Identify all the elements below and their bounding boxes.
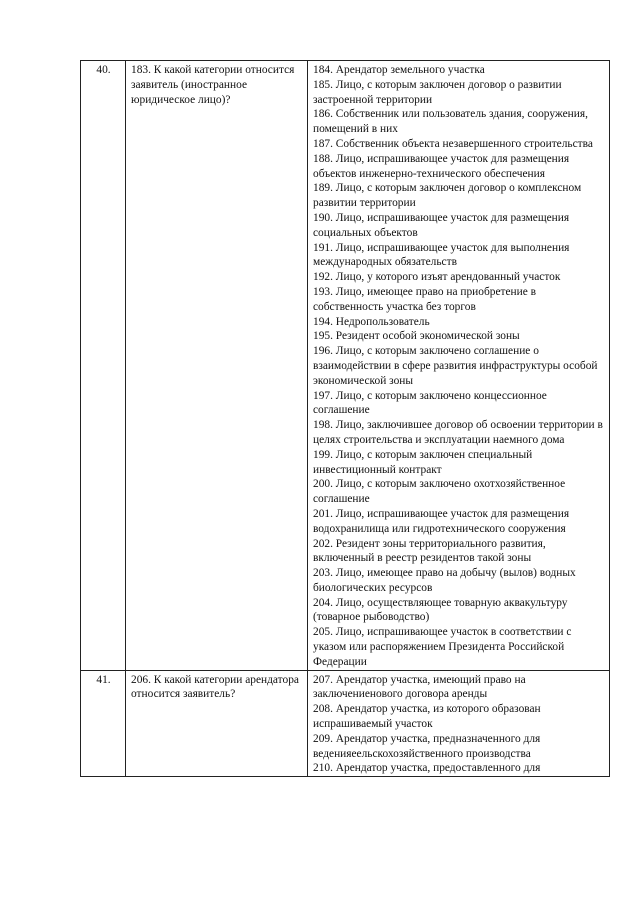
answer-item: 192. Лицо, у которого изъят арендованный участок (313, 271, 561, 284)
answer-item: 188. Лицо, испрашивающее участок для размещения объектов инженерно-технического обеспечения (313, 152, 570, 180)
question-text: 183. К какой категории относится заявитель (иностранное юридическое лицо)? (131, 64, 295, 106)
answer-item: развитии территории (313, 197, 416, 210)
row-number: 40. (81, 61, 126, 671)
answer-item: 189. Лицо, с которым заключен договор о комплексном (313, 182, 582, 195)
answer-item: 184. Арендатор земельного участка (313, 64, 485, 76)
answer-item: 207. Арендатор участка, имеющий право на заключениенового договора аренды (313, 673, 526, 701)
answer-item: 193. Лицо, имеющее право на приобретение в собственность участка без торгов (313, 285, 537, 313)
answer-item: 202. Резидент зоны территориального развития, включенный в реестр резидентов такой зоны (313, 537, 546, 565)
question-cell (126, 670, 308, 777)
row-number: 41. (81, 670, 126, 777)
answer-item: 210. Арендатор участка, предоставленного для (313, 762, 541, 775)
answer-item: 191. Лицо, испрашивающее участок для выполнения международных обязательств (313, 241, 570, 269)
answer-item: 201. Лицо, испрашивающее участок для размещения водохранилища или гидротехнического сооружения (313, 507, 570, 535)
answer-item: 186. Собственник или пользователь здания, сооружения, (313, 108, 588, 121)
answer-item: 187. Собственник объекта незавершенного строительства (313, 137, 593, 150)
answer-item: 195. Резидент особой экономической зоны (313, 330, 520, 343)
table-row (81, 670, 610, 777)
answer-item: 198. Лицо, заключившее договор об освоении территории в целях строительства и эксплуатации наемного дома (313, 419, 603, 446)
answer-item: 204. Лицо, осуществляющее товарную аквакультуру (товарное рыбоводство) (313, 596, 568, 624)
table-row (81, 61, 610, 671)
question-cell (126, 61, 308, 671)
answers-cell (308, 670, 610, 777)
answer-item: 190. Лицо, испрашивающее участок для размещения социальных объектов (313, 211, 570, 239)
answer-item: 197. Лицо, с которым заключено концессионное соглашение (313, 389, 547, 417)
answer-item: 199. Лицо, с которым заключен специальный инвестиционный контракт (313, 448, 533, 476)
answer-item: 185. Лицо, с которым заключен договор о развитии застроенной территории (313, 78, 562, 106)
answer-item: биологических ресурсов (313, 581, 433, 594)
answer-item: 200. Лицо, с которым заключено охотхозяйственное соглашение (313, 478, 566, 506)
answer-item: 208. Арендатор участка, из которого образован испрашиваемый участок (313, 703, 541, 731)
answer-item: 203. Лицо, имеющее право на добычу (вылов) водных (313, 567, 576, 580)
answer-item: 205. Лицо, испрашивающее участок в соответствии с указом или распоряжением Президента Российской Федерации (313, 626, 572, 668)
answers-cell (308, 61, 610, 671)
answer-item: 196. Лицо, с которым заключено соглашение о взаимодействии в сфере развития инфраструктуры особой экономической зоны (313, 345, 598, 387)
question-text: 206. К какой категории арендатора относится заявитель? (131, 673, 299, 701)
answer-item: 194. Недропользователь (313, 315, 430, 328)
answer-item: помещений в них (313, 123, 398, 136)
questions-table (80, 60, 610, 777)
answer-item: 209. Арендатор участка, предназначенного для веденияеельскохозяйственного производства (313, 732, 541, 760)
